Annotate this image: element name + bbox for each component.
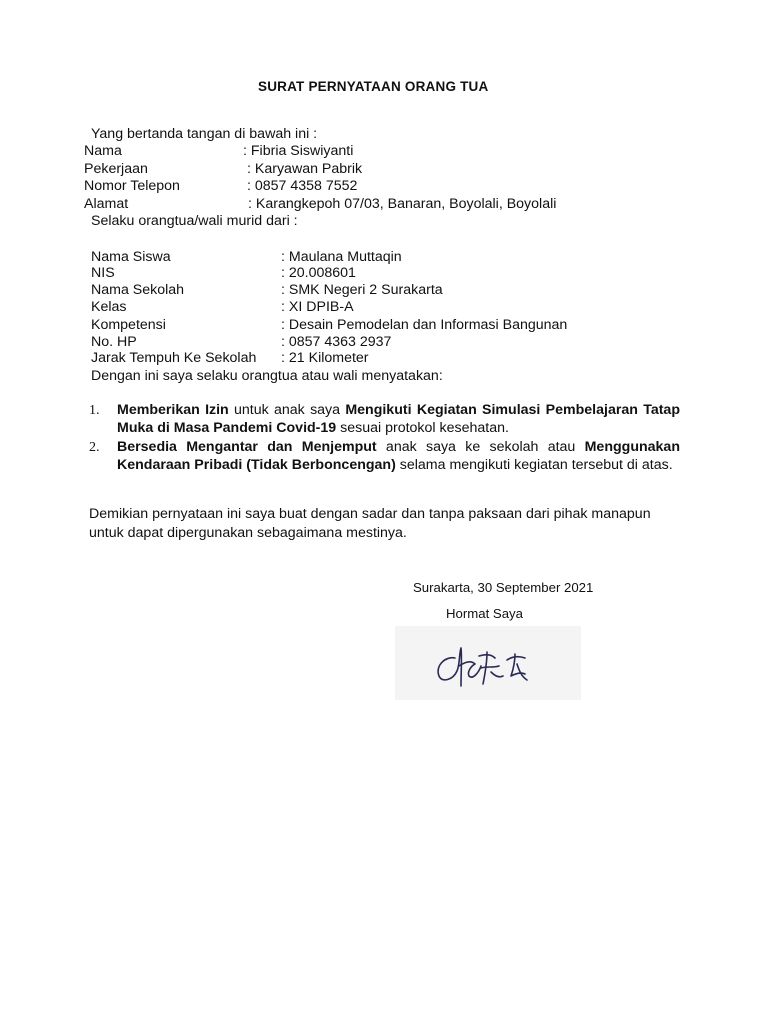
statement-text: selama mengikuti kegiatan tersebut di atas. xyxy=(395,456,673,473)
statement-bold-text: Menggunakan Kendaraan Pribadi (Tidak Berboncengan) xyxy=(117,439,680,473)
student-name-value: : Maulana Muttaqin xyxy=(281,249,402,265)
student-class-label: Kelas xyxy=(91,299,127,315)
signature-area xyxy=(395,626,581,700)
signature-image xyxy=(395,626,581,700)
parent-job-value: : Karyawan Pabrik xyxy=(247,161,363,177)
statement-bold-text: Bersedia Mengantar dan Menjemput xyxy=(117,439,377,456)
parent-phone-label: Nomor Telepon xyxy=(84,178,180,194)
statement-item xyxy=(89,402,680,437)
student-nis-value: : 20.008601 xyxy=(281,265,356,281)
statement-number: 1. xyxy=(89,403,100,418)
student-distance-label: Jarak Tempuh Ke Sekolah xyxy=(91,350,257,366)
statement-bold-text: Memberikan Izin xyxy=(117,402,229,418)
parent-job-label: Pekerjaan xyxy=(84,161,148,177)
document-title: SURAT PERNYATAAN ORANG TUA xyxy=(258,79,489,94)
statement-number: 2. xyxy=(89,440,100,456)
student-competency-label: Kompetensi xyxy=(91,317,166,333)
statement-text: sesuai protokol kesehatan. xyxy=(336,419,509,436)
statement-item xyxy=(89,439,680,474)
student-phone-label: No. HP xyxy=(91,334,137,350)
parent-phone-value: : 0857 4358 7552 xyxy=(247,178,358,194)
student-name-label: Nama Siswa xyxy=(91,249,171,265)
place-date: Surakarta, 30 September 2021 xyxy=(413,580,594,595)
student-distance-value: : 21 Kilometer xyxy=(281,350,369,366)
parent-address-value: : Karangkepoh 07/03, Banaran, Boyolali, Boyolali xyxy=(248,196,557,212)
parent-address-label: Alamat xyxy=(84,196,129,212)
closing-paragraph: Demikian pernyataan ini saya buat dengan sadar dan tanpa paksaan dari pihak manapun untuk dapat dipergunakan sebagaimana mestinya. xyxy=(89,506,651,541)
student-school-value: : SMK Negeri 2 Surakarta xyxy=(281,282,443,298)
statement-bold-text: Mengikuti Kegiatan Simulasi Pembelajaran Tatap Muka di Masa Pandemi Covid-19 xyxy=(117,402,680,436)
intro-text: Yang bertanda tangan di bawah ini : xyxy=(91,126,318,142)
student-school-label: Nama Sekolah xyxy=(91,282,185,298)
parent-name-label: Nama xyxy=(84,143,122,159)
statement-list xyxy=(89,402,680,474)
statement-text: anak saya ke sekolah atau xyxy=(376,439,585,456)
student-nis-label: NIS xyxy=(91,265,115,281)
statement-text: untuk anak saya xyxy=(228,402,346,418)
student-class-value: : XI DPIB-A xyxy=(281,299,354,315)
parent-name-value: : Fibria Siswiyanti xyxy=(243,143,354,159)
student-competency-value: : Desain Pemodelan dan Informasi Bangunan xyxy=(281,317,568,333)
statement-intro: Dengan ini saya selaku orangtua atau wali menyatakan: xyxy=(91,368,443,384)
relation-text: Selaku orangtua/wali murid dari : xyxy=(91,213,298,229)
regards-text: Hormat Saya xyxy=(446,606,523,621)
student-phone-value: : 0857 4363 2937 xyxy=(281,334,392,350)
